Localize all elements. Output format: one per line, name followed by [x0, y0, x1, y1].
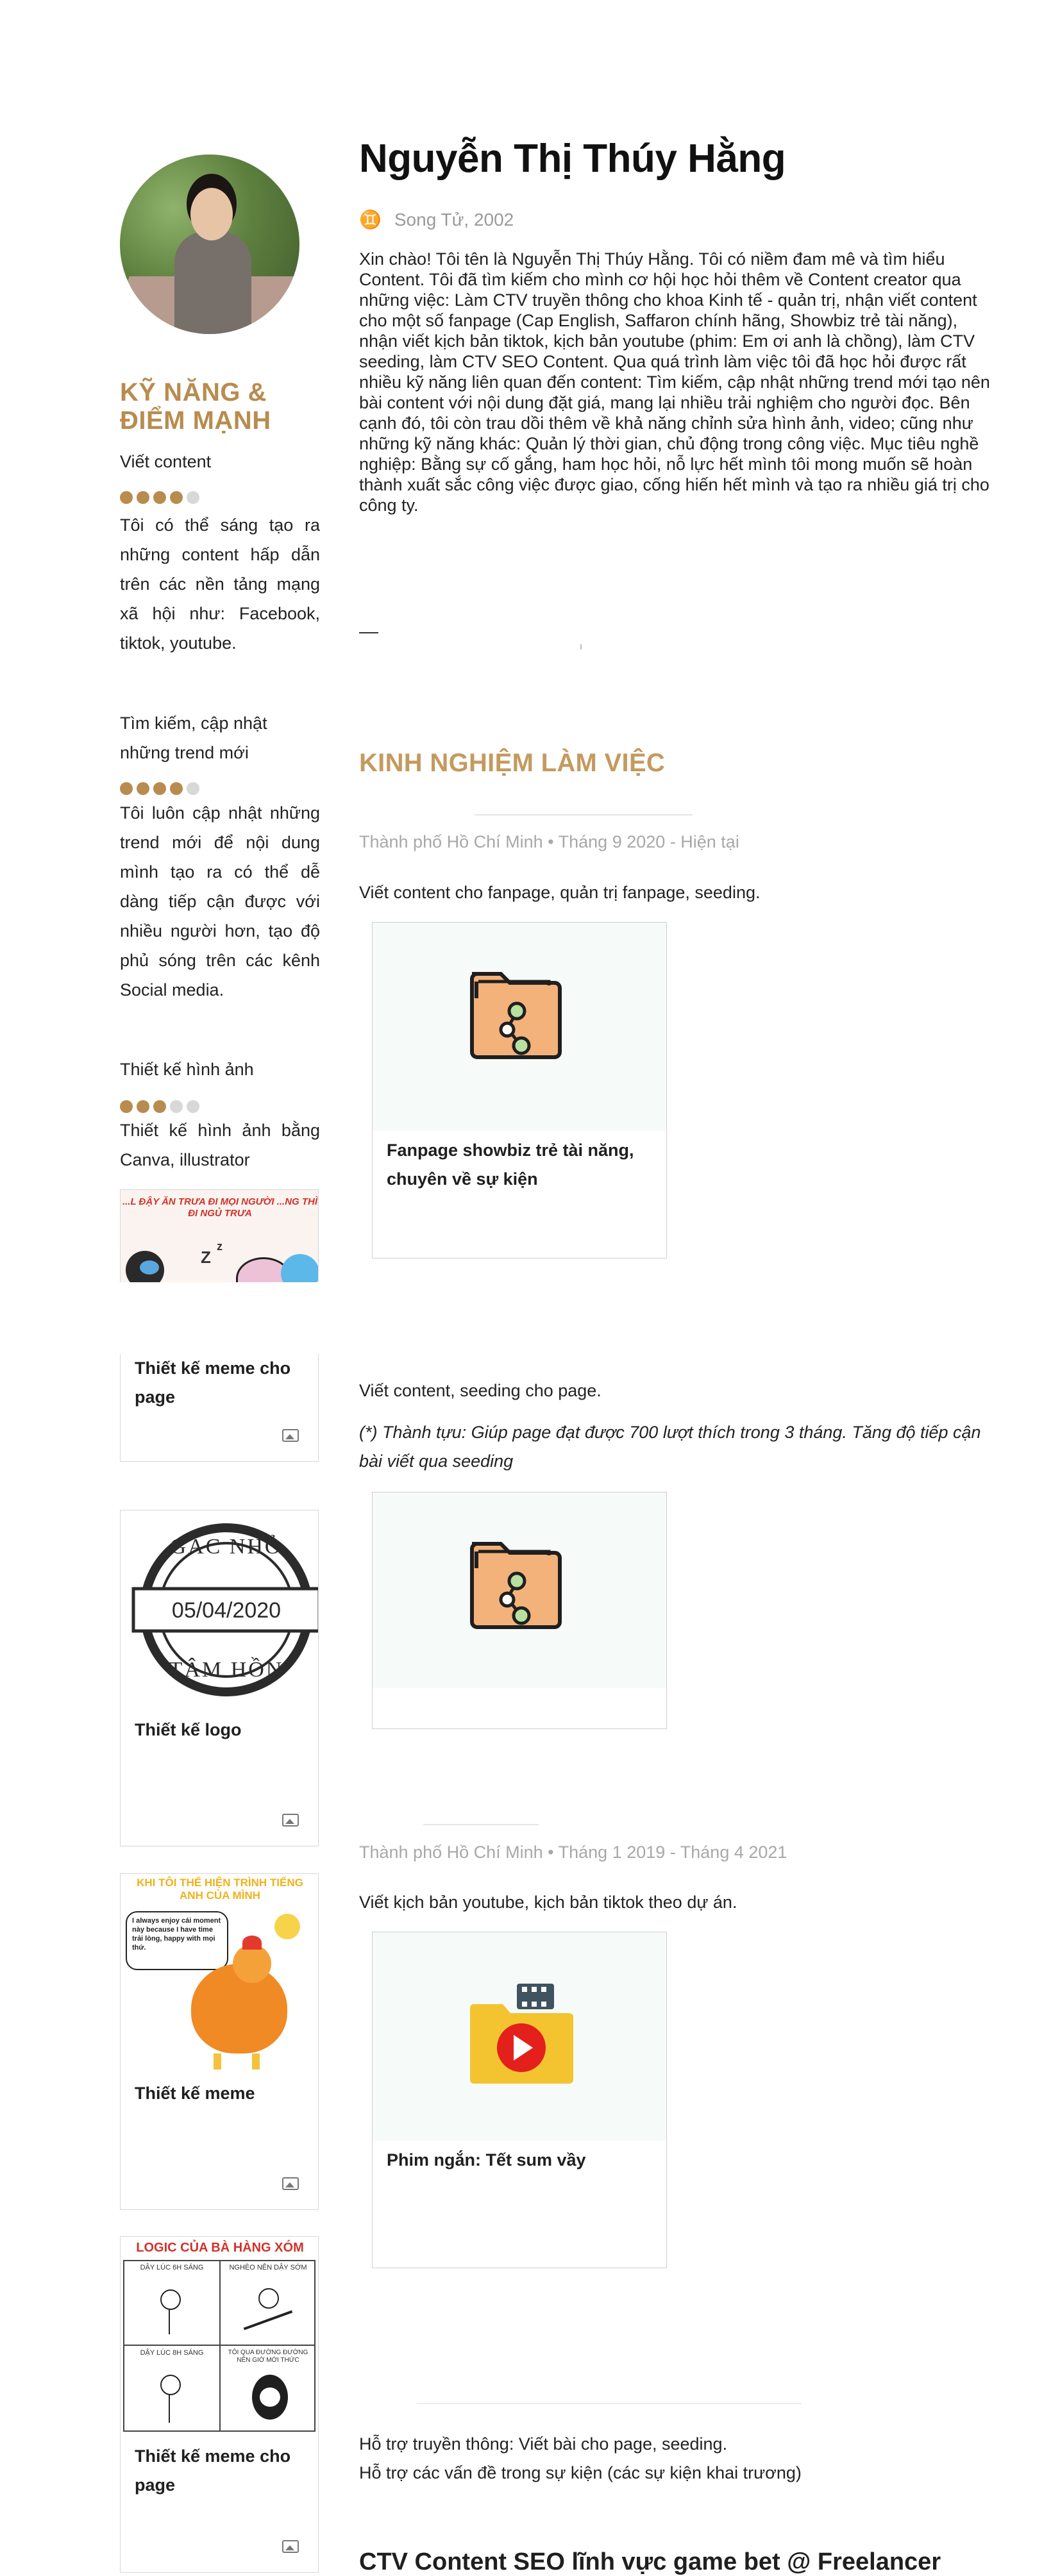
skill-rating [120, 491, 199, 506]
zodiac-info [359, 209, 514, 230]
job-description: Viết content cho fanpage, quản trị fanpage, seeding. [359, 883, 761, 902]
project-visual [373, 1493, 666, 1688]
divider [359, 632, 378, 633]
job-title-placeholder [475, 814, 693, 815]
skill-name: Tìm kiếm, cập nhật những trend mới [120, 714, 267, 762]
folder-share-icon [373, 1493, 668, 1701]
job-title: CTV Content SEO lĩnh vực game bet @ Freelancer [359, 2548, 941, 2575]
image-icon [282, 2540, 299, 2553]
skill-description: Thiết kế hình ảnh bằng Canva, illustrator [120, 1121, 320, 1169]
image-icon [282, 2177, 299, 2190]
profile-bio: Xin chào! Tôi tên là Nguyễn Thị Thúy Hằng. Tôi có niềm đam mê và tìm hiểu Content. Tôi đã tìm kiếm cho mình cơ hội học hỏi thêm về Content creator qua những việc: Làm CTV truyền thông cho khoa Kinh tế - quản trị, nhận viết content cho một số fanpage (Cap English, Saffaron chính hãng, Showbiz trẻ tài năng), nhận viết kịch bản tiktok, kịch bản youtube (phim: Em ơi anh là chồng), làm CTV seeding, làm CTV SEO Content. Qua quá trình làm việc tôi đã học hỏi được rất nhiều kỹ năng liên quan đến content: Tìm kiếm, cập nhật những trend mới tạo nên bài content với nội dung đặt giá, mang lại nhiều trải nghiệm cho người đọc. Bên cạnh đó, tôi còn trau dồi thêm về khả năng chỉnh sửa hình ảnh, video; cũng như những kỹ năng khác: Quản lý thời gian, chủ động trong công việc. Mục tiêu nghề nghiệp: Bằng sự cố gắng, ham học hỏi, nỗ lực hết mình tôi mong muốn sẽ hoàn thành xuất sắc công việc được giao, cống hiến hết mình và tạo ra nhiều giá trị cho công ty. [359, 249, 990, 515]
experience-title: KINH NGHIỆM LÀM VIỆC [359, 749, 666, 777]
gemini-icon: ♊ [359, 210, 382, 230]
folder-share-icon [373, 923, 668, 1131]
job-description: Hỗ trợ truyền thông: Viết bài cho page, seeding. [359, 2434, 728, 2454]
skill-description: Tôi luôn cập nhật những trend mới để nội dung mình tạo ra có thể dễ dàng tiếp cận được với nhiều người hơn, tạo độ phủ sóng trên các kênh Social media. [120, 803, 320, 999]
portfolio-card-meme-comic[interactable]: LOGIC CỦA BÀ HÀNG XÓM DẬY LÚC 6H SÁNG NGHÈO NÊN DẬY SỚM DẬY LÚC 8H SÁNG TÔI QUA ĐƯỜNG ĐƯỜNG NÊN GIỜ MỚI THỨC Thiết kế meme cho page [120, 2236, 319, 2573]
project-visual [373, 923, 666, 1131]
job-description: Hỗ trợ các vấn đề trong sự kiện (các sự kiện khai trương) [359, 2463, 802, 2482]
skill-name: Thiết kế hình ảnh [120, 1060, 254, 1079]
job-achievement: (*) Thành tựu: Giúp page đạt được 700 lượt thích trong 3 tháng. Tăng độ tiếp cận bài viết qua seeding [359, 1423, 981, 1471]
project-visual [373, 1932, 666, 2141]
divider-dot [580, 644, 582, 649]
image-icon [282, 1429, 299, 1442]
profile-name: Nguyễn Thị Thúy Hằng [359, 137, 786, 181]
meme-comic-image: LOGIC CỦA BÀ HÀNG XÓM DẬY LÚC 6H SÁNG NGHÈO NÊN DẬY SỚM DẬY LÚC 8H SÁNG TÔI QUA ĐƯỜNG ĐƯỜNG NÊN GIỜ MỚI THỨC [121, 2237, 318, 2436]
portfolio-card-meme-image[interactable] [120, 1189, 319, 1282]
video-folder-icon [373, 1932, 668, 2141]
job-description: Viết kịch bản youtube, kịch bản tiktok theo dự án. [359, 1893, 737, 1912]
project-card[interactable] [372, 1492, 667, 1729]
meme-image: KHI TÔI THỂ HIỆN TRÌNH TIẾNG ANH CỦA MÌNH I always enjoy cái moment này because I have time trải lòng, happy with mọi thứ. [121, 1874, 318, 2073]
job-title-placeholder [423, 1824, 539, 1825]
project-card-short-film[interactable]: Phim ngắn: Tết sum vầy [372, 1932, 667, 2268]
skills-title: KỸ NĂNG & ĐIỂM MẠNH [120, 378, 271, 435]
portfolio-card-meme-page[interactable]: Thiết kế meme cho page [120, 1354, 319, 1462]
job-meta: Thành phố Hồ Chí Minh • Tháng 1 2019 - Tháng 4 2021 [359, 1843, 787, 1862]
zodiac-text: Song Tử, 2002 [394, 209, 514, 230]
skill-name: Viết content [120, 452, 212, 471]
avatar [120, 155, 299, 334]
job-title-placeholder [417, 2403, 802, 2404]
skill-rating [120, 1100, 199, 1116]
skill-description: Tôi có thể sáng tạo ra những content hấp dẫn trên các nền tảng mạng xã hội như: Facebook, tiktok, youtube. [120, 515, 320, 653]
image-icon [282, 1814, 299, 1827]
job-description: Viết content, seeding cho page. [359, 1381, 602, 1400]
job-meta: Thành phố Hồ Chí Minh • Tháng 9 2020 - Hiện tại [359, 832, 739, 851]
logo-image: GÁC NHỎ 05/04/2020 TÂM HỒN [121, 1510, 318, 1709]
skill-rating [120, 782, 199, 798]
project-card-fanpage[interactable]: Fanpage showbiz trẻ tài năng, chuyên về sự kiện [372, 922, 667, 1259]
portfolio-card-meme[interactable]: KHI TÔI THỂ HIỆN TRÌNH TIẾNG ANH CỦA MÌNH I always enjoy cái moment này because I have time trải lòng, happy with mọi thứ. Thiết kế meme [120, 1873, 319, 2210]
meme-image: ...L ĐẬY ĂN TRƯA ĐI MỌI NGƯỜI ...NG THÌ ĐI NGỦ TRƯA Z z [121, 1190, 318, 1282]
portfolio-card-logo[interactable]: GÁC NHỎ 05/04/2020 TÂM HỒN Thiết kế logo [120, 1510, 319, 1846]
